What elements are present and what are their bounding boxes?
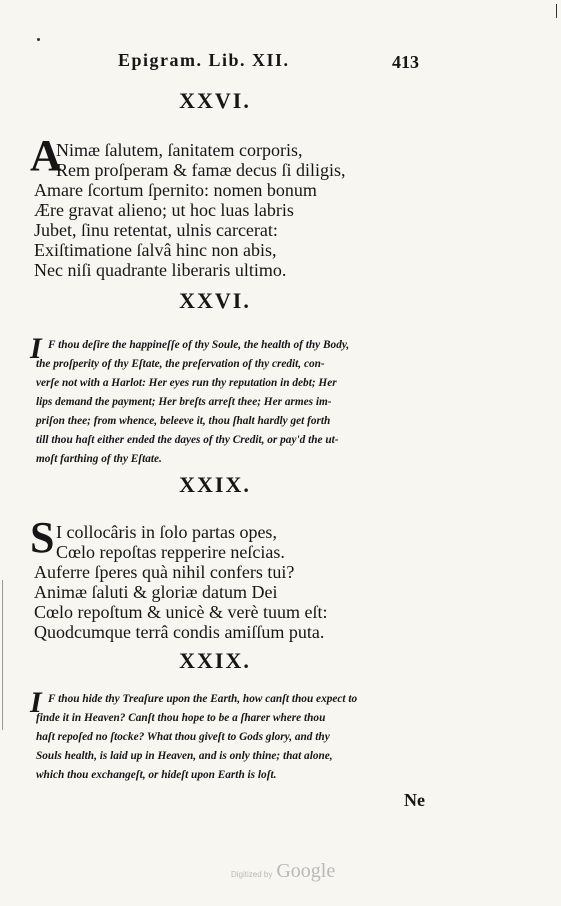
prose-line: haſt repoſed no ſtocke? What thou giveſt to Gods glory, and thy (36, 731, 330, 743)
page-edge-mark (556, 4, 557, 18)
english-translation (36, 336, 426, 469)
epigram-heading: XXIX. (179, 648, 251, 673)
prose-line: the proſperity of thy Eſtate, the preſervation of thy credit, con- (36, 358, 325, 370)
prose-line: finde it in Heaven? Canſt thou hope to be a ſharer where thou (36, 712, 326, 724)
drop-cap: I (30, 686, 42, 719)
verse-line: I collocâris in ſolo partas opes, (56, 522, 277, 542)
watermark-prefix: Digitized by (231, 870, 273, 879)
verse-line: Auferre ſperes quà nihil confers tui? (34, 562, 295, 582)
watermark-brand: Google (276, 860, 336, 882)
verse-line: Jubet, ſinu retentat, ulnis carcerat: (34, 220, 278, 240)
catchword: Ne (404, 790, 425, 810)
scan-speck (37, 38, 40, 41)
page-edge-shadow (2, 580, 3, 730)
prose-line: verſe not with a Harlot: Her eyes run thy reputation in debt; Her (36, 377, 337, 389)
epigram-heading: XXVI. (179, 288, 251, 313)
latin-epigram (34, 140, 345, 280)
epigram-heading: XXVI. (179, 88, 251, 113)
digitization-watermark (231, 860, 335, 883)
prose-line: till thou haſt either ended the dayes of thy Credit, or pay'd the ut- (36, 434, 339, 446)
verse-line: Cœlo repoſtas repperire neſcias. (56, 542, 285, 562)
verse-line: Nimæ ſalutem, ſanitatem corporis, (56, 140, 303, 160)
running-header: Epigram. Lib. XII. (118, 50, 290, 70)
prose-line: F thou hide thy Treaſure upon the Earth, how canſt thou expect to (48, 693, 358, 705)
prose-line: priſon thee; from whence, beleeve it, thou ſhalt hardly get forth (36, 415, 331, 427)
verse-line: Quodcumque terrâ condis amiſſum puta. (34, 622, 325, 642)
verse-line: Nec niſi quadrante liberaris ultimo. (34, 260, 287, 280)
prose-line: lips demand the payment; Her breſts arreſt thee; Her armes im- (36, 396, 332, 408)
prose-line: Souls health, is laid up in Heaven, and is only thine; that alone, (36, 750, 333, 762)
verse-line: Exiſtimatione ſalvâ hinc non abis, (34, 240, 277, 260)
latin-epigram (34, 522, 327, 642)
verse-line: Ære gravat alieno; ut hoc luas labris (34, 200, 294, 220)
prose-line: F thou deſire the happineſſe of thy Soule, the health of thy Body, (48, 339, 350, 351)
verse-line: Cœlo repoſtum & unicè & verè tuum eſt: (34, 602, 328, 622)
prose-line: which thou exchangeſt, or hideſt upon Earth is loſt. (36, 769, 277, 781)
page-number: 413 (392, 52, 419, 72)
english-translation (36, 690, 426, 785)
drop-cap: S (30, 513, 55, 562)
drop-cap: I (30, 332, 42, 365)
drop-cap: A (30, 131, 62, 180)
prose-line: moſt farthing of thy Eſtate. (36, 453, 162, 465)
epigram-heading: XXIX. (179, 472, 251, 497)
verse-line: Animæ ſaluti & gloriæ datum Dei (34, 582, 278, 602)
verse-line: Amare ſcortum ſpernito: nomen bonum (34, 180, 317, 200)
verse-line: Rem proſperam & famæ decus ſi diligis, (56, 160, 346, 180)
